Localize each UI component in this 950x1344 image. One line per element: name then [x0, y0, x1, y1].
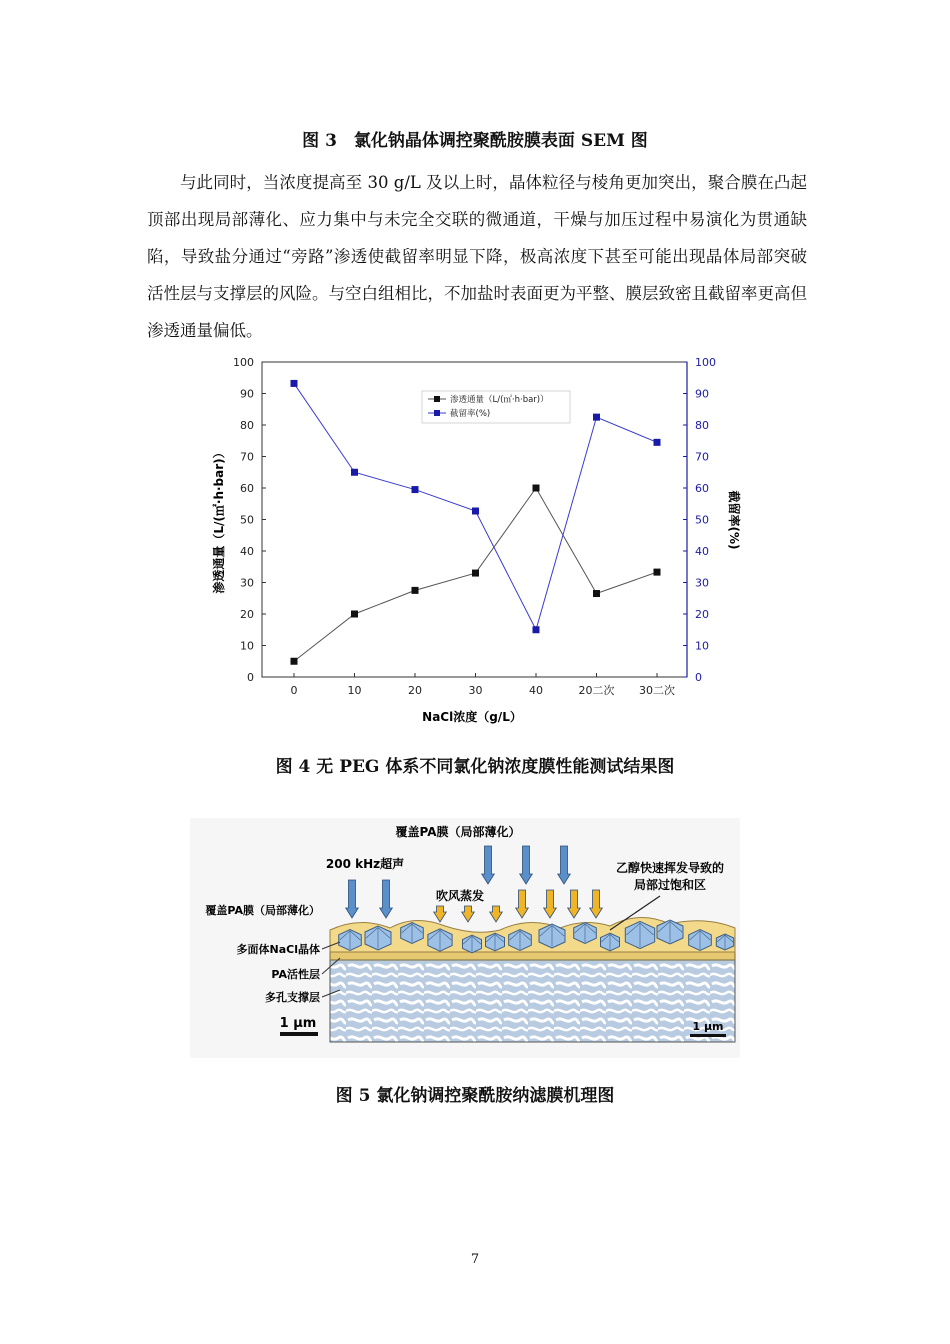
top-pa-label: 覆盖PA膜（局部薄化） — [395, 825, 521, 839]
y-axis-left-label: 渗透通量（L/(㎡·h·bar)） — [212, 446, 226, 594]
y-right-tick-label: 0 — [695, 671, 702, 684]
x-tick-label: 40 — [529, 684, 543, 697]
y-left-tick-label: 80 — [240, 419, 254, 432]
y-left-tick-label: 30 — [240, 576, 254, 590]
series-1-point — [291, 380, 298, 387]
figure3-caption: 图 3 氯化钠晶体调控聚酰胺膜表面 SEM 图 — [302, 131, 648, 151]
legend-label-1: 截留率(%) — [450, 409, 491, 419]
y-axis-right-label: 截留率(%) — [727, 490, 741, 550]
ethanol-label-line1: 乙醇快速挥发导致的 — [615, 861, 725, 875]
series-0-point — [593, 590, 600, 597]
series-1-point — [351, 469, 358, 476]
series-0-point — [654, 569, 661, 576]
y-left-tick-label: 20 — [240, 608, 254, 621]
x-tick-label: 30二次 — [639, 684, 675, 697]
left-active-label: PA活性层 — [271, 968, 320, 981]
y-left-tick-label: 40 — [240, 545, 254, 558]
x-tick-label: 20二次 — [578, 684, 615, 697]
legend-marker-1 — [434, 410, 440, 416]
y-right-tick-label: 50 — [695, 513, 709, 527]
series-0-point — [351, 611, 358, 618]
x-axis-label: NaCl浓度（g/L） — [422, 710, 522, 724]
series-0-point — [291, 658, 298, 665]
series-1-point — [472, 507, 479, 514]
series-1-point — [654, 439, 661, 446]
y-right-tick-label: 80 — [695, 419, 709, 432]
x-tick-label: 20 — [408, 684, 422, 697]
scale-bar-left-label: 1 μm — [279, 1016, 317, 1031]
performance-chart — [190, 350, 750, 730]
x-tick-label: 10 — [347, 684, 362, 697]
series-0-point — [472, 570, 479, 577]
y-right-tick-label: 20 — [695, 608, 709, 621]
y-left-tick-label: 70 — [240, 450, 254, 464]
page-number: 7 — [470, 1252, 480, 1267]
y-left-tick-label: 10 — [240, 639, 254, 653]
scale-bar-right-label: 1 μm — [692, 1020, 724, 1033]
y-left-tick-label: 50 — [240, 513, 254, 527]
y-right-tick-label: 60 — [695, 482, 709, 495]
series-1-point — [593, 414, 600, 421]
left-crystal-label: 多面体NaCl晶体 — [236, 943, 320, 956]
ultrasound-label: 200 kHz超声 — [325, 857, 405, 871]
y-right-tick-label: 70 — [695, 450, 709, 464]
y-right-tick-label: 100 — [695, 356, 716, 369]
series-1-point — [533, 626, 540, 633]
figure5-caption: 图 5 氯化钠调控聚酰胺纳滤膜机理图 — [335, 1086, 615, 1106]
porous-support-layer — [330, 960, 735, 1042]
y-right-tick-label: 40 — [695, 545, 709, 558]
scale-bar-right — [690, 1034, 726, 1037]
paragraph-text: 与此同时，当浓度提高至 30 g/L 及以上时，晶体粒径与棱角更加突出，聚合膜在凸起顶部出现局部薄化、应力集中与未完全交联的微通道，干燥与加压过程中易演化为贯通缺陷，导致盐分通过“旁路”渗透使截留率明显下降，极高浓度下甚至可能出现晶体局部突破活性层与支撑层的风险。与空白组相比，不加盐时表面更为平整、膜层致密且截留率更高但渗透通量偏低。 — [147, 173, 807, 340]
legend-marker-0 — [434, 396, 440, 402]
pa-active-layer — [330, 952, 735, 960]
y-right-tick-label: 10 — [695, 639, 709, 653]
y-left-tick-label: 90 — [240, 387, 254, 401]
y-left-tick-label: 60 — [240, 482, 254, 495]
blow-evaporation-label: 吹风蒸发 — [435, 889, 485, 903]
x-tick-label: 30 — [468, 684, 483, 697]
series-0-point — [533, 485, 540, 492]
series-0-point — [412, 587, 419, 594]
y-left-tick-label: 0 — [247, 671, 254, 684]
left-support-label: 多孔支撑层 — [265, 991, 320, 1004]
y-right-tick-label: 30 — [695, 576, 709, 590]
legend-label-0: 渗透通量（L/(㎡·h·bar)） — [450, 395, 549, 405]
left-pa-label: 覆盖PA膜（局部薄化） — [205, 904, 320, 917]
x-tick-label: 0 — [290, 684, 298, 697]
mechanism-diagram — [190, 818, 740, 1058]
figure4-caption: 图 4 无 PEG 体系不同氯化钠浓度膜性能测试结果图 — [275, 757, 675, 777]
y-left-tick-label: 100 — [233, 356, 254, 369]
scale-bar-left — [280, 1032, 318, 1036]
series-1-point — [412, 486, 419, 493]
chart-legend — [422, 391, 570, 423]
ethanol-label-line2: 局部过饱和区 — [633, 878, 707, 892]
y-right-tick-label: 90 — [695, 387, 709, 401]
body-paragraph — [147, 164, 807, 349]
